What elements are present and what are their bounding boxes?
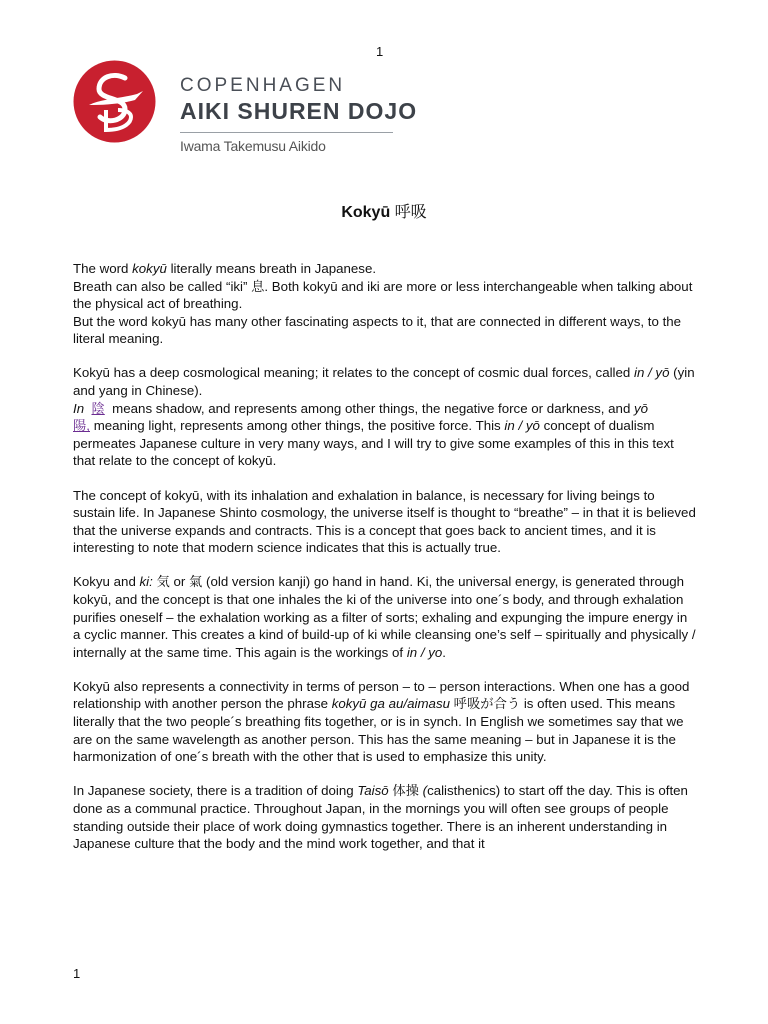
kanji-in-link[interactable]: 陰 — [91, 400, 105, 416]
org-header — [180, 76, 417, 154]
text-run: The word — [73, 261, 133, 276]
text-run-italic: Taisō — [357, 783, 389, 799]
org-name-line2: AIKI SHUREN DOJO — [180, 98, 418, 124]
document-title — [0, 199, 768, 222]
text-run-italic: kokyū ga au/aimasu — [331, 696, 450, 712]
text-run-italic: ( — [422, 783, 428, 799]
kanji-yo-link[interactable]: 陽, — [73, 418, 90, 434]
org-subtitle: Iwama Takemusu Aikido — [180, 138, 326, 154]
text-run: Breath can also be called “iki” 息. Both kokyū and iki are more or less interchangeable when talking about the physical act of breathing. — [73, 278, 693, 312]
text-run: (yin and yang in Chinese). — [73, 365, 695, 399]
text-run: 体操 — [388, 783, 423, 799]
header-divider — [180, 132, 393, 133]
paragraph-4 — [73, 573, 698, 661]
text-run: concept of dualism permeates Japanese culture in very many ways, and I will try to give some examples of this in this text that relate to the concept of kokyū. — [73, 418, 674, 469]
text-run-italic: in / yo — [406, 644, 443, 660]
paragraph-6 — [73, 782, 698, 852]
dojo-logo — [73, 60, 156, 143]
text-run: calisthenics) to start off the day. This is often done as a communal practice. Throughout Japan, in the mornings you will often see groups of people standing outside their place of work doing gymnastics together. There is an inherent understanding in Japanese culture that the body and the mind work together, and that it — [73, 783, 688, 852]
text-run: means shadow, and represents among other things, the negative force or darkness, and — [108, 400, 635, 416]
text-run-italic: yō — [634, 400, 649, 416]
text-run-italic: ki: — [139, 574, 153, 590]
text-run: 気 or 氣 (old version kanji) go hand in hand. Ki, the universal energy, is generated through kokyū, and the concept is that one inhales the ki of the universe into one´s body, and through exhalation purifies oneself – the exhalation working as a filter of sorts; exhaling and expunging the impure energy in a cyclic manner. This creates a kind of build-up of ki while cleansing one’s self – spiritually and physically / internally at the same time. This again is the workings of — [73, 574, 696, 660]
text-run: In Japanese society, there is a tradition of doing — [73, 783, 358, 799]
text-run: Kokyū has a deep cosmological meaning; it relates to the concept of cosmic dual forces, called — [73, 365, 634, 381]
text-run: Kokyu and — [73, 574, 140, 590]
page-number-top: 1 — [376, 44, 384, 59]
document-body — [73, 260, 698, 869]
text-run: literally means breath in Japanese. — [166, 261, 377, 276]
title-kanji: 呼吸 — [394, 204, 427, 221]
text-run: Kokyū also represents a connectivity in terms of person – to – person interactions. When one has a good relationship with another person the phrase — [73, 678, 690, 712]
page-number-bottom: 1 — [73, 966, 81, 981]
text-run-italic: in / yō — [634, 365, 670, 381]
paragraph-3: The concept of kokyū, with its inhalation and exhalation in balance, is necessary for living beings to sustain life. In Japanese Shinto cosmology, the universe itself is thought to “breathe” – in that it is believed that the universe expands and contracts. This is a concept that goes back to ancient times, and it is interesting to note that modern science indicates that this is actually true. — [73, 487, 696, 556]
text-run-italic: In — [73, 400, 85, 416]
paragraph-5 — [73, 678, 698, 766]
text-run-italic: kokyū — [132, 261, 167, 276]
title-latin: Kokyū — [341, 204, 391, 221]
text-run: 呼吸が合う is often used. This means literally that the two people´s breathing fits together, or is in synch. In English we sometimes say that we are on the same wavelength as another person. This has the same meaning – but in Japanese it is the harmonization of one´s breath with the other that is used to emphasize this unity. — [73, 696, 684, 765]
paragraph-2 — [73, 364, 698, 470]
org-name-line1: COPENHAGEN — [180, 75, 346, 96]
text-run: . — [442, 644, 446, 660]
text-run: meaning light, represents among other things, the positive force. This — [90, 418, 505, 434]
text-run-italic: in / yō — [504, 418, 540, 434]
paragraph-1 — [73, 260, 698, 348]
text-run: But the word kokyū has many other fascinating aspects to it, that are connected in different ways, to the literal meaning. — [73, 313, 682, 347]
